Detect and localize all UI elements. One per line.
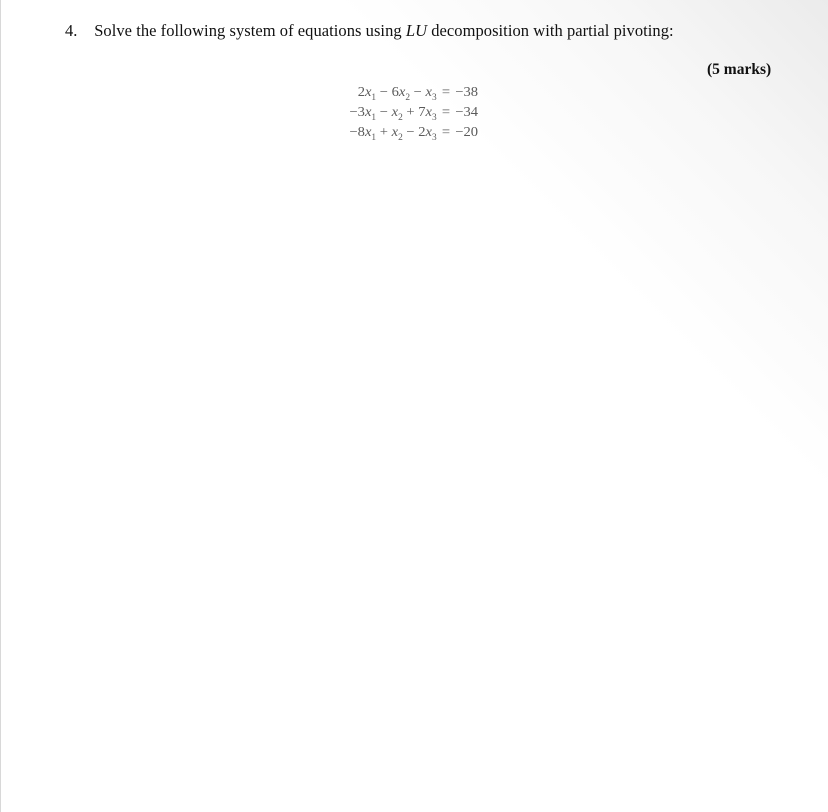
equation-lhs: $2x_1 - 6x_2 - x_3$ bbox=[357, 85, 437, 102]
marks-label: (5 marks) bbox=[707, 61, 772, 78]
equation-lhs: $-8x_1 + x_2 - 2x_3$ bbox=[349, 125, 437, 142]
equation-system bbox=[319, 83, 499, 143]
equation-rhs: −34 bbox=[455, 105, 479, 120]
question-4 bbox=[65, 21, 674, 41]
equation-row bbox=[312, 83, 499, 103]
equation-lhs: $-3x_1 - x_2 + 7x_3$ bbox=[349, 105, 437, 122]
question-number: 4. bbox=[65, 21, 78, 40]
equation-rhs: −38 bbox=[455, 85, 479, 100]
question-text-after: decomposition with partial pivoting: bbox=[431, 21, 674, 40]
equals-sign: = bbox=[441, 85, 451, 100]
equation-row bbox=[312, 123, 499, 143]
equation-row bbox=[312, 103, 499, 123]
equation-rhs: −20 bbox=[455, 125, 479, 140]
equals-sign: = bbox=[441, 125, 451, 140]
question-text-before: Solve the following system of equations using bbox=[94, 21, 402, 40]
equals-sign: = bbox=[441, 105, 451, 120]
question-method: LU bbox=[405, 21, 428, 40]
